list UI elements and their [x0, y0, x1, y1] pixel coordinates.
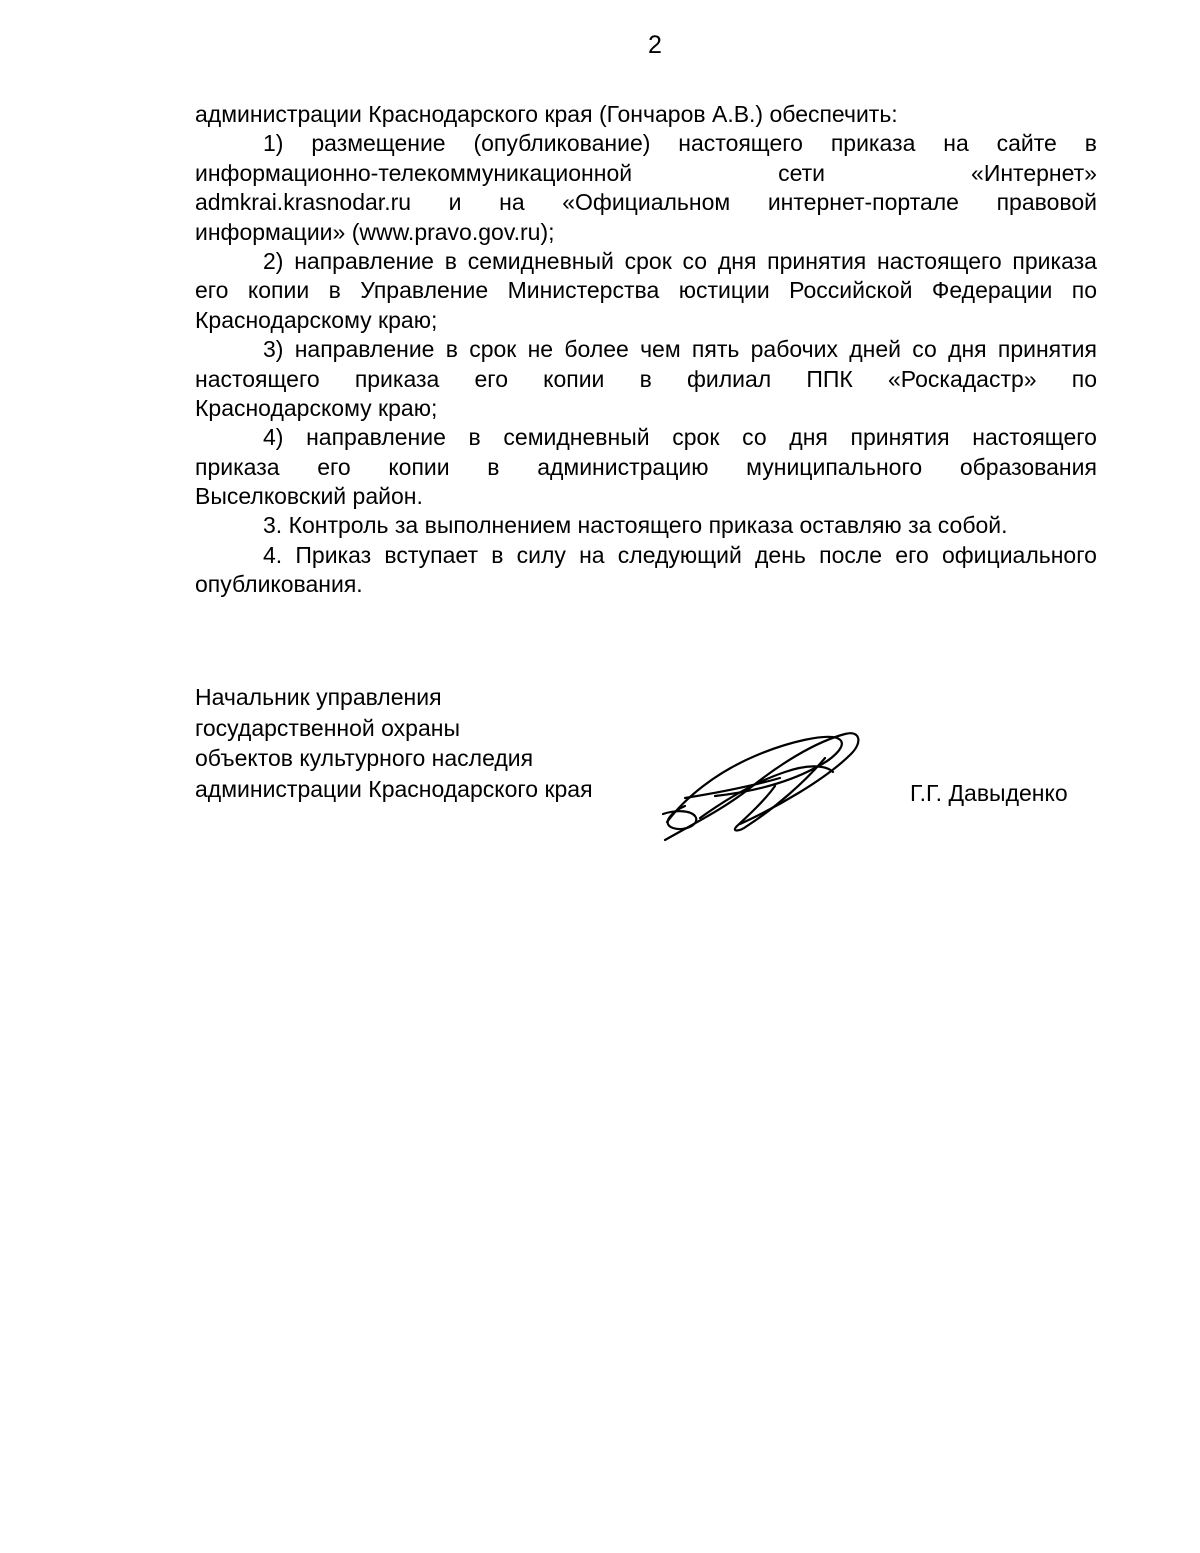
word: 4): [263, 424, 284, 451]
text-line: [195, 159, 1097, 188]
word: информационно-телекоммуникационной: [195, 159, 633, 186]
word: рабочих: [750, 336, 838, 363]
word: в: [1084, 130, 1097, 157]
signature-title-line: объектов культурного наследия: [195, 745, 534, 771]
text-line: администрации Краснодарского края (Гончаров А.В.) обеспечить:: [195, 101, 898, 127]
word: настоящего: [972, 424, 1097, 451]
word: в: [328, 277, 341, 304]
text-line: опубликования.: [195, 571, 363, 598]
text-line: [195, 129, 1097, 158]
word: правовой: [996, 189, 1097, 216]
word: принятия: [850, 424, 950, 451]
word: образования: [959, 453, 1097, 480]
text-line: [195, 335, 1097, 364]
text-line: Краснодарскому краю;: [195, 394, 438, 421]
word: приказа: [1012, 247, 1097, 274]
word: его: [474, 365, 508, 392]
word: Приказ: [295, 541, 372, 568]
text-line: [195, 276, 1097, 305]
word: в: [445, 336, 458, 363]
word: по: [1071, 365, 1097, 392]
word: силу: [516, 541, 566, 568]
page-number: 2: [648, 31, 662, 59]
word: копии: [247, 277, 310, 304]
word: и: [448, 189, 462, 216]
word: вступает: [384, 541, 478, 568]
word: направление: [306, 424, 446, 451]
word: 2): [263, 247, 284, 274]
word: срок: [624, 247, 672, 274]
word: в: [487, 453, 500, 480]
word: семидневный: [503, 424, 650, 451]
word: со: [912, 336, 937, 363]
word: администрацию: [537, 453, 709, 480]
word: срок: [672, 424, 720, 451]
word: в: [444, 247, 457, 274]
word: следующий: [617, 541, 742, 568]
word: пять: [691, 336, 740, 363]
word: на: [943, 130, 969, 157]
word: сайте: [996, 130, 1057, 157]
word: дня: [948, 336, 987, 363]
word: принятия: [997, 336, 1097, 363]
signer-name: Г.Г. Давыденко: [910, 780, 1068, 806]
word: семидневный: [467, 247, 614, 274]
signature-block-title: [195, 682, 625, 804]
word: приказа: [830, 130, 916, 157]
word: на: [499, 189, 525, 216]
word: сети: [778, 159, 826, 186]
word: чем: [640, 336, 681, 363]
text-line: Выселковский район.: [195, 483, 423, 510]
word: направление: [294, 247, 434, 274]
word: его: [895, 541, 929, 568]
word: приказа: [354, 365, 440, 392]
word: приказа: [195, 453, 280, 480]
text-line: [195, 188, 1097, 217]
word: срок: [469, 336, 517, 363]
word: более: [564, 336, 629, 363]
word: копии: [388, 453, 450, 480]
word: admkrai.krasnodar.ru: [195, 189, 412, 216]
word: юстиции: [678, 277, 770, 304]
word: Министерства: [507, 277, 660, 304]
word: принятия: [767, 247, 867, 274]
word: ППК: [806, 365, 853, 392]
text-line: [195, 365, 1097, 394]
text-line: [195, 541, 1097, 570]
word: Российской: [789, 277, 913, 304]
word: на: [579, 541, 605, 568]
text-line: информации» (www.pravo.gov.ru);: [195, 218, 555, 245]
word: не: [527, 336, 554, 363]
word: размещение: [311, 130, 446, 157]
word: его: [195, 277, 229, 304]
signature-title-line: администрации Краснодарского края: [195, 775, 593, 802]
signature-title-line: Начальник управления: [195, 684, 442, 710]
word: муниципального: [746, 453, 923, 480]
word: в: [491, 541, 504, 568]
document-body: [195, 100, 1097, 600]
word: интернет-портале: [767, 189, 959, 216]
word: дня: [717, 247, 757, 274]
text-line: Краснодарскому краю;: [195, 306, 438, 333]
word: «Официальном: [562, 189, 731, 216]
word: в: [468, 424, 481, 451]
word: направление: [294, 336, 435, 363]
word: 3): [263, 336, 284, 363]
word: настоящего: [195, 365, 320, 392]
word: в: [639, 365, 652, 392]
text-line: [195, 423, 1097, 452]
word: со: [742, 424, 767, 451]
text-line: [195, 247, 1097, 276]
word: настоящего: [877, 247, 1002, 274]
word: Федерации: [931, 277, 1053, 304]
word: по: [1071, 277, 1097, 304]
text-line: 3. Контроль за выполнением настоящего приказа оставляю за собой.: [263, 512, 1008, 539]
word: копии: [543, 365, 605, 392]
word: «Интернет»: [971, 159, 1097, 186]
word: день: [755, 541, 806, 568]
word: настоящего: [678, 130, 803, 157]
signature-title-line: государственной охраны: [195, 714, 460, 741]
handwritten-signature: [655, 728, 870, 846]
word: (опубликование): [473, 130, 651, 157]
word: 4.: [263, 541, 283, 568]
word: со: [682, 247, 708, 274]
word: после: [819, 541, 883, 568]
word: дня: [789, 424, 828, 451]
word: «Роскадастр»: [887, 365, 1037, 392]
text-line: [195, 453, 1097, 482]
word: 1): [263, 130, 284, 157]
word: филиал: [686, 365, 772, 392]
word: его: [317, 453, 351, 480]
word: Управление: [360, 277, 489, 304]
word: официального: [941, 541, 1097, 568]
word: дней: [849, 336, 901, 363]
